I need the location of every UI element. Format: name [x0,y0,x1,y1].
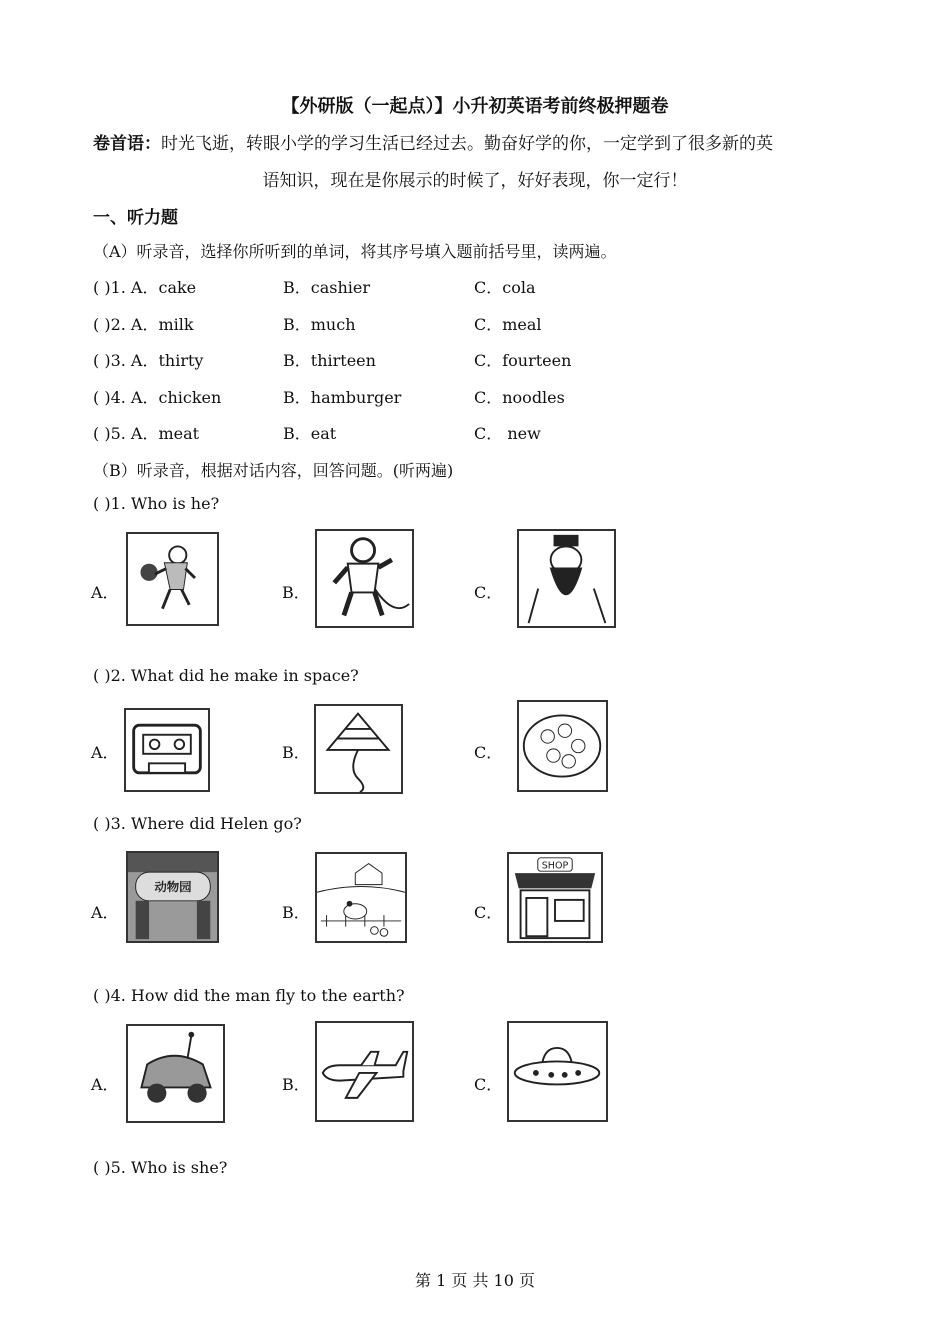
kite-image [314,704,403,794]
option-b-label: B． [282,1075,310,1094]
part-a-row [93,275,793,297]
part-b-instruction: （B）听录音，根据对话内容，回答问题。(听两遍) [93,461,454,480]
option-c-label: C． [474,743,503,762]
option-c-label: C． [474,583,503,602]
row-number-option-a: ( )1. A．cake [93,278,197,297]
question-4: ( )4. How did the man fly to the earth? [93,986,405,1005]
part-a-row [93,421,793,443]
option-c: C．fourteen [474,351,572,370]
intro-label: 卷首语： [93,134,161,154]
row-number-option-a: ( )3. A．thirty [93,351,204,370]
option-c-label: C． [474,1075,503,1094]
option-b-label: B． [282,583,310,602]
dumplings-image [517,700,608,792]
intro-line-2: 语知识，现在是你展示的时候了，好好表现，你一定行！ [262,171,688,191]
row-number-option-a: ( )5. A．meat [93,424,200,443]
shop-image [507,852,603,943]
option-b: B．thirteen [283,351,376,370]
option-b: B．eat [283,424,337,443]
option-c: C．meal [474,315,542,334]
section-heading: 一、听力题 [93,208,178,228]
option-b-label: B． [282,903,310,922]
part-a-instruction: （A）听录音，选择你所听到的单词，将其序号填入题前括号里，读两遍。 [93,242,617,261]
ufo-image [507,1021,608,1122]
basketball-player-image [126,532,219,626]
intro-text-1: 时光飞逝，转眼小学的学习生活已经过去。勤奋好学的你，一定学到了很多新的英 [161,134,773,154]
question-1: ( )1. Who is he? [93,494,220,513]
intro-line-1 [93,129,773,154]
question-2: ( )2. What did he make in space? [93,666,359,685]
confucius-image [517,529,616,628]
part-a-row [93,385,793,407]
option-b: B．cashier [283,278,371,297]
page-footer: 第 1 页 共 10 页 [415,1271,535,1290]
shop-sign-text: SHOP [541,860,569,872]
option-c: C． new [474,424,541,443]
question-3: ( )3. Where did Helen go? [93,814,302,833]
option-b: B．much [283,315,356,334]
part-a-row [93,348,793,370]
zoo-sign-text: 动物园 [154,879,192,895]
option-b: B．hamburger [283,388,402,407]
astronaut-image [315,529,414,628]
farm-image [315,852,407,943]
zoo-gate-image [126,851,219,943]
row-number-option-a: ( )2. A．milk [93,315,194,334]
option-a-label: A． [91,743,119,762]
option-a-label: A． [91,1075,119,1094]
option-c: C．cola [474,278,536,297]
row-number-option-a: ( )4. A．chicken [93,388,222,407]
option-b-label: B． [282,743,310,762]
option-c: C．noodles [474,388,565,407]
option-a-label: A． [91,903,119,922]
page-title: 【外研版（一起点）】小升初英语考前终极押题卷 [281,96,669,117]
cassette-tape-image [124,708,210,792]
toy-car-image [126,1024,225,1123]
question-5: ( )5. Who is she? [93,1158,228,1177]
option-c-label: C． [474,903,503,922]
part-a-row [93,312,793,334]
plane-image [315,1021,414,1122]
option-a-label: A． [91,583,119,602]
